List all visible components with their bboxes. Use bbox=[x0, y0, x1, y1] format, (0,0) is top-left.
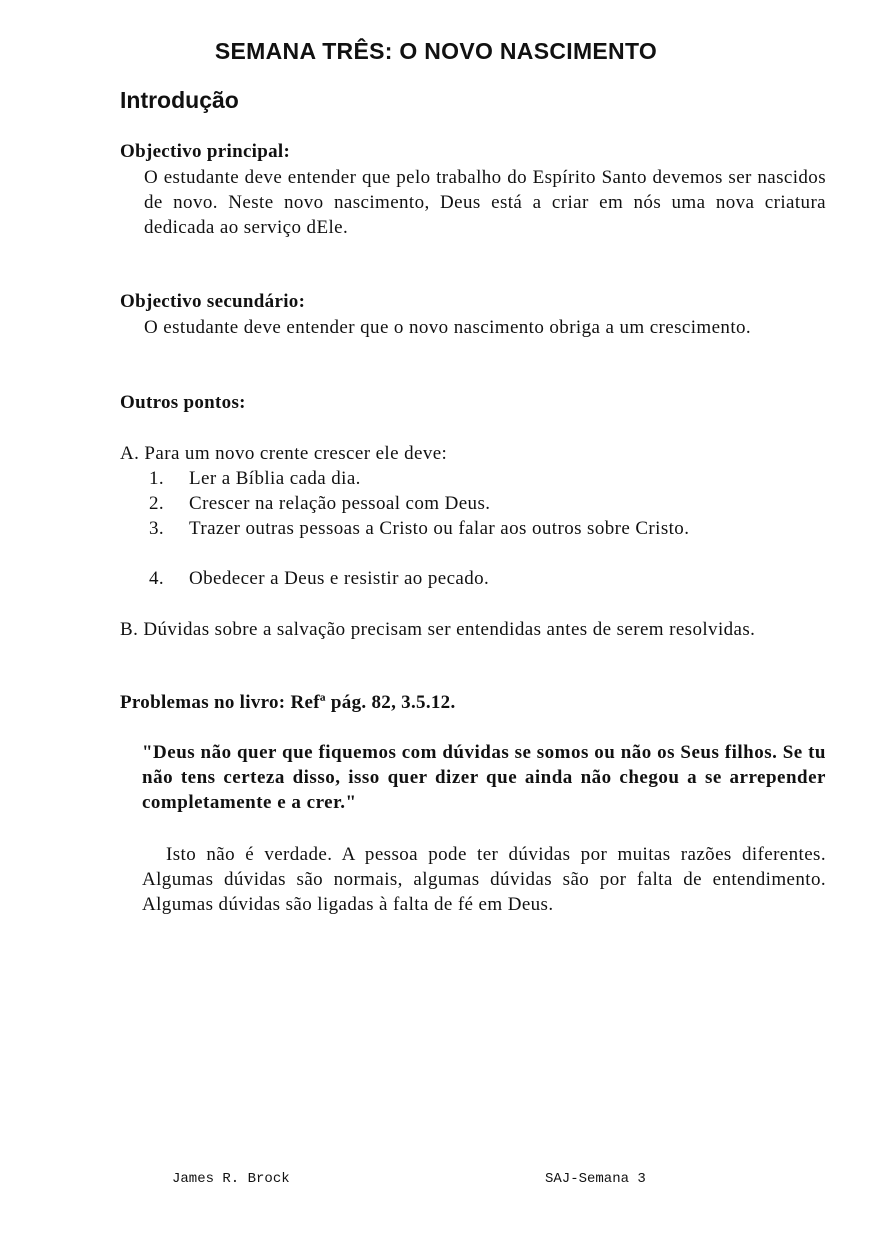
list-item bbox=[144, 516, 826, 566]
footer-author: James R. Brock bbox=[172, 1171, 290, 1187]
secondary-objective-heading: Objectivo secundário: bbox=[120, 291, 306, 312]
list-item bbox=[144, 491, 826, 516]
list-item-text: Crescer na relação pessoal com Deus. bbox=[189, 493, 491, 514]
list-item-number: 4. bbox=[148, 568, 164, 589]
main-objective-heading: Objectivo principal: bbox=[120, 141, 291, 162]
point-b-text: B. Dúvidas sobre a salvação precisam ser entendidas antes de serem resolvidas. bbox=[120, 619, 756, 640]
list-item bbox=[144, 466, 826, 491]
secondary-objective-text: O estudante deve entender que o novo nascimento obriga a um crescimento. bbox=[144, 317, 752, 338]
book-quote: "Deus não quer que fiquemos com dúvidas se somos ou não os Seus filhos. Se tu não tens certeza disso, isso quer dizer que ainda não chegou a se arrepender completamente e a crer." bbox=[142, 742, 826, 813]
section-heading: Introdução bbox=[120, 87, 239, 113]
footer-reference: SAJ-Semana 3 bbox=[545, 1171, 646, 1187]
list-item-number: 3. bbox=[148, 518, 164, 539]
page-title: SEMANA TRÊS: O NOVO NASCIMENTO bbox=[214, 38, 658, 64]
point-a-intro: A. Para um novo crente crescer ele deve: bbox=[120, 443, 448, 464]
list-item bbox=[144, 566, 826, 591]
problems-heading: Problemas no livro: Refª pág. 82, 3.5.12. bbox=[120, 692, 456, 713]
list-item-text: Ler a Bíblia cada dia. bbox=[189, 468, 361, 489]
main-objective-text: O estudante deve entender que pelo trabalho do Espírito Santo devemos ser nascidos de novo. Neste novo nascimento, Deus está a criar em nós uma nova criatura dedicada ao serviço dEle. bbox=[144, 167, 826, 238]
response-text: Isto não é verdade. A pessoa pode ter dúvidas por muitas razões diferentes. Algumas dúvidas são normais, algumas dúvidas são por falta de entendimento. Algumas dúvidas são ligadas à falta de fé em Deus. bbox=[142, 844, 826, 915]
list-item-text: Trazer outras pessoas a Cristo ou falar aos outros sobre Cristo. bbox=[189, 518, 690, 539]
list-item-number: 2. bbox=[148, 493, 164, 514]
other-points-heading: Outros pontos: bbox=[120, 392, 246, 413]
list-item-text: Obedecer a Deus e resistir ao pecado. bbox=[189, 568, 490, 589]
list-item-number: 1. bbox=[148, 468, 164, 489]
